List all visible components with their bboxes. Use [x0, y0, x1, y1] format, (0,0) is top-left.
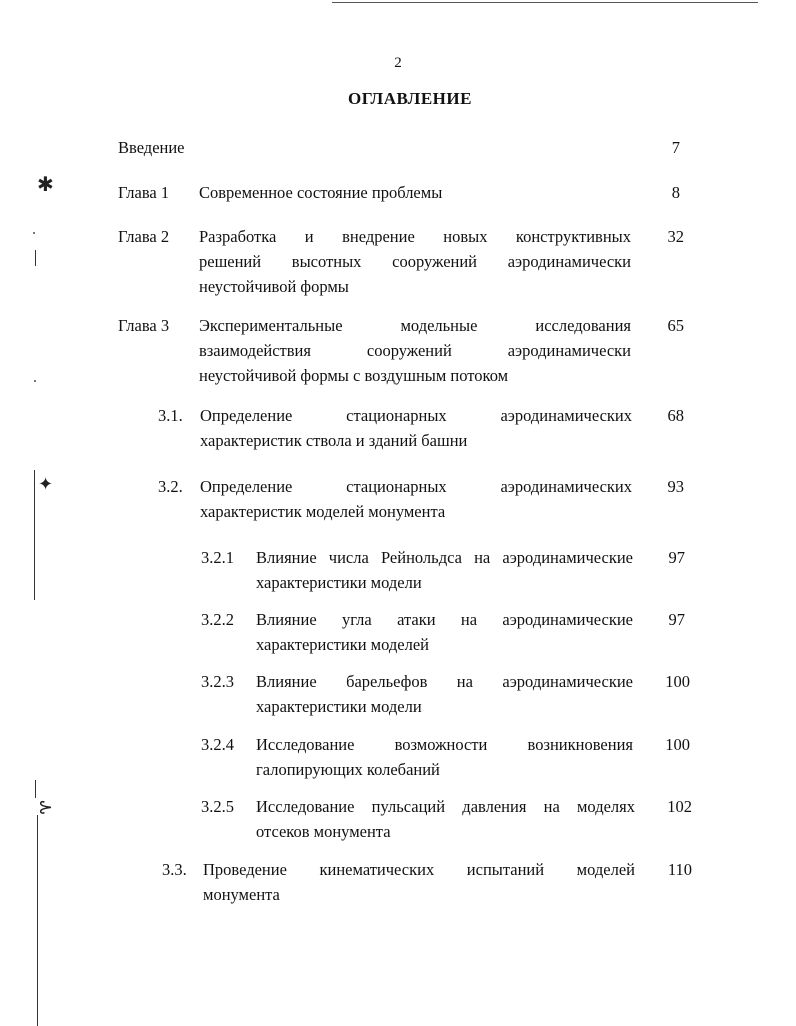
toc-entry-intro [0, 135, 796, 160]
toc-entry-page: 102 [667, 797, 692, 816]
toc-title-line: Влияние барельефов на аэродинамические [256, 672, 633, 691]
toc-entry-label: Глава 2 [118, 227, 170, 246]
toc-title-line: Влияние числа Рейнольдса на аэродинамические [256, 548, 633, 567]
margin-arrow-mark: ⊱ [38, 797, 54, 818]
toc-entry-page: 7 [671, 138, 680, 157]
toc-title-line: характеристики моделей [256, 635, 430, 654]
page-number: 2 [394, 55, 402, 71]
toc-entry-title [256, 545, 633, 595]
toc-entry-title [256, 732, 633, 782]
toc-entry-page: 65 [667, 316, 684, 335]
toc-title-line: Разработка и внедрение новых конструктивных [199, 227, 631, 246]
toc-entry-title [200, 474, 632, 524]
toc-title-line: неустойчивой формы с воздушным потоком [199, 366, 509, 385]
toc-title-line: Исследование возможности возникновения [256, 735, 633, 754]
toc-title-line: характеристик ствола и зданий башни [200, 431, 468, 450]
toc-title-line: взаимодействия сооружений аэродинамически [199, 341, 631, 360]
toc-title-line: решений высотных сооружений аэродинамически [199, 252, 631, 271]
margin-scan-line-4 [37, 815, 38, 1026]
margin-star-mark-2: ✦ [38, 474, 54, 495]
toc-entry-section-3-2-4 [0, 732, 796, 782]
margin-star-mark-1: ✱ [37, 172, 54, 196]
toc-entry-section-3-2-5 [0, 794, 796, 844]
toc-entry-section-3-3 [0, 857, 796, 907]
toc-entry-chapter-3 [0, 313, 796, 388]
toc-entry-page: 68 [667, 406, 684, 425]
toc-entry-page: 32 [667, 227, 684, 246]
toc-entry-page: 8 [671, 183, 680, 202]
toc-title-line: неустойчивой формы [199, 277, 349, 296]
toc-entry-label: 3.2.5 [201, 797, 234, 816]
toc-entry-title [256, 607, 633, 657]
toc-entry-section-3-2-1 [0, 545, 796, 595]
toc-entry-section-3-2-3 [0, 669, 796, 719]
toc-entry-label: Глава 1 [118, 183, 170, 202]
toc-entry-title [199, 313, 631, 388]
toc-entry-title [203, 857, 635, 907]
top-scan-rule [332, 2, 758, 3]
toc-entry-page: 93 [667, 477, 684, 496]
toc-entry-label: 3.2.1 [201, 548, 234, 567]
page-title: ОГЛАВЛЕНИЕ [348, 89, 472, 108]
toc-entry-section-3-2 [0, 474, 796, 524]
toc-title-line: характеристики модели [256, 697, 422, 716]
toc-entry-page: 97 [668, 610, 685, 629]
toc-title-line: Определение стационарных аэродинамических [200, 477, 632, 496]
toc-entry-title [199, 224, 631, 299]
toc-entry-label: 3.2.2 [201, 610, 234, 629]
toc-entry-label: 3.2.4 [201, 735, 234, 754]
toc-title-line: галопирующих колебаний [256, 760, 440, 779]
toc-entry-section-3-1 [0, 403, 796, 453]
toc-entry-label: Глава 3 [118, 316, 170, 335]
toc-title-line: монумента [203, 885, 280, 904]
toc-entry-label: 3.2.3 [201, 672, 234, 691]
toc-title-line: Определение стационарных аэродинамических [200, 406, 632, 425]
toc-entry-page: 97 [668, 548, 685, 567]
toc-entry-title [256, 794, 635, 844]
toc-title-line: Экспериментальные модельные исследования [199, 316, 631, 335]
toc-entry-page: 110 [667, 860, 692, 879]
toc-title-line: характеристики модели [256, 573, 422, 592]
toc-entry-title [200, 403, 632, 453]
toc-entry-label: 3.2. [158, 477, 183, 496]
toc-entry-title: Введение [118, 138, 185, 157]
toc-entry-chapter-2 [0, 224, 796, 299]
toc-title-line: Влияние угла атаки на аэродинамические [256, 610, 633, 629]
toc-title-line: характеристик моделей монумента [200, 502, 446, 521]
toc-entry-section-3-2-2 [0, 607, 796, 657]
toc-entry-chapter-1 [0, 180, 796, 205]
toc-entry-page: 100 [665, 672, 690, 691]
toc-title-line: Проведение кинематических испытаний моделей [203, 860, 635, 879]
toc-entry-label: 3.3. [162, 860, 187, 879]
toc-title-line: Исследование пульсаций давления на моделях [256, 797, 635, 816]
toc-title-line: отсеков монумента [256, 822, 391, 841]
toc-entry-title: Современное состояние проблемы [199, 183, 443, 202]
toc-entry-title [256, 669, 633, 719]
toc-entry-label: 3.1. [158, 406, 183, 425]
toc-entry-page: 100 [665, 735, 690, 754]
